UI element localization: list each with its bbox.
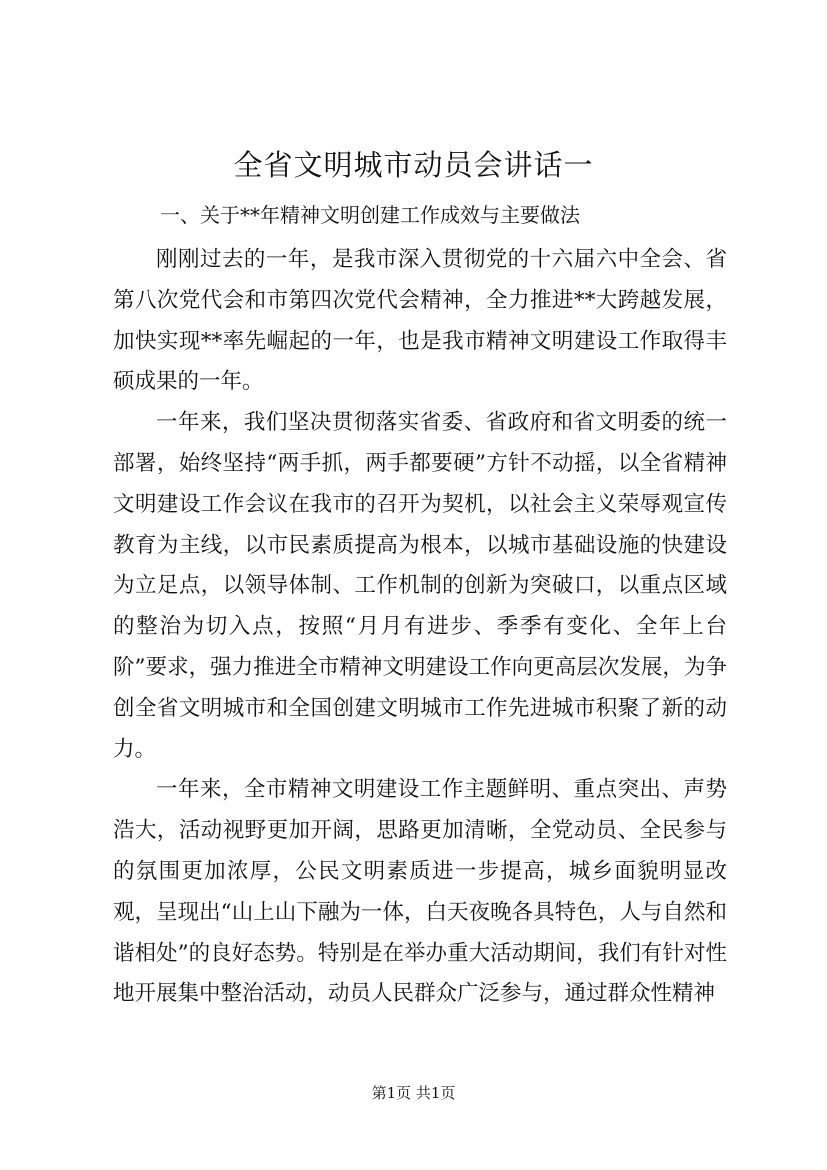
page-footer: 第1页 共1页	[371, 1084, 456, 1102]
document-title: 全省文明城市动员会讲话一	[233, 148, 594, 182]
paragraph: 一年来，我们坚决贯彻落实省委、省政府和省文明委的统一部署，始终坚持“两手抓，两手都要硬”方针不动摇，以全省精神文明建设工作会议在我市的召开为契机，以社会主义荣辱观宣传教育为主线，以市民素质提高为根本，以城市基础设施的快建设为立足点，以领导体制、工作机制的创新为突破口，以重点区域的整治为切入点，按照“月月有进步、季季有变化、全年上台阶”要求，强力推进全市精神文明建设工作向更高层次发展，为争创全省文明城市和全国创建文明城市工作先进城市积聚了新的动力。	[113, 410, 727, 762]
document-body	[113, 240, 727, 1015]
paragraph: 一年来，全市精神文明建设工作主题鲜明、重点突出、声势浩大，活动视野更加开阔，思路更加清晰，全党动员、全民参与的氛围更加浓厚，公民文明素质进一步提高，城乡面貌明显改观，呈现出“山上山下融为一体，白天夜晚各具特色，人与自然和谐相处”的良好态势。特别是在举办重大活动期间，我们有针对性地开展集中整治活动，动员人民群众广泛参与，通过群众性精神	[113, 777, 727, 1007]
paragraph: 刚刚过去的一年，是我市深入贯彻党的十六届六中全会、省第八次党代会和市第四次党代会精神，全力推进**大跨越发展，加快实现**率先崛起的一年，也是我市精神文明建设工作取得丰硕成果的一年。	[113, 247, 727, 395]
section-heading: 一、关于**年精神文明创建工作成效与主要做法	[160, 203, 580, 227]
